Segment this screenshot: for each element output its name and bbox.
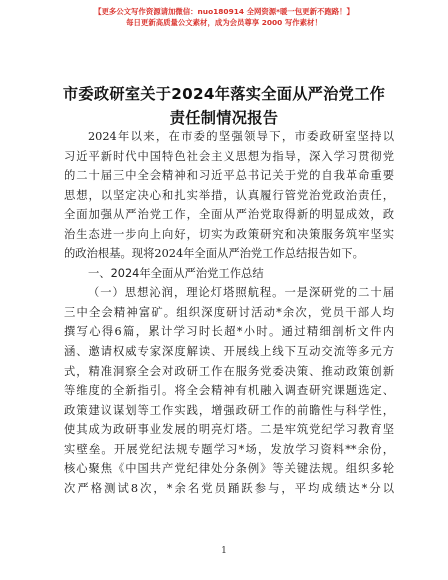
promo-banner-line-1: 【更多公文写作资源请加微信：nuo180914 全网资源*暖一包更新不跑路！】 <box>94 7 354 16</box>
paragraph-2-line: 使其成为政研事业发展的明亮灯塔。二是牢筑党纪学习教育坚 <box>64 423 394 437</box>
paragraph-1-line: 全面加强从严治党工作，全面从严治党取得新的明显成效，政 <box>64 208 394 222</box>
paragraph-2-line: 核心聚焦《中国共产党纪律处分条例》等关键法规。组织多轮 <box>64 462 394 476</box>
paragraph-1-line: 习近平新时代中国特色社会主义思想为指导，深入学习贯彻党 <box>64 149 394 163</box>
paragraph-2-line: 涵、邀请权威专家深度解读、开展线上线下互动交流等多元方 <box>64 345 394 359</box>
paragraph-2-line: 政策建议谋划等工作实践，增强政研工作的前瞻性与科学性， <box>64 403 394 417</box>
promo-banner-line-2: 每日更新高质量公文素材，成为会员尊享 2000 写作素材！ <box>126 18 322 27</box>
paragraph-1-line: 治生态进一步向上向好，切实为政策研究和决策服务筑牢坚实 <box>64 227 394 241</box>
document-title-line-2: 责任制情况报告 <box>169 109 279 127</box>
paragraph-1-line: 的二十届三中全会精神和习近平总书记关于党的自我革命重要 <box>64 169 394 183</box>
promo-banner <box>0 6 448 28</box>
paragraph-2-line: 三中全会精神富矿。组织深度研讨活动*余次，党员干部人均 <box>64 305 394 319</box>
paragraph-1-line: 的政治根基。现将2024年全面从严治党工作总结报告如下。 <box>64 247 364 261</box>
paragraph-2-line: 撰写心得6篇，累计学习时长超*小时。通过精细剖析文件内 <box>64 325 394 339</box>
paragraph-2-line: 次严格测试8次，*余名党员踊跃参与，平均成绩达*分以 <box>64 481 394 495</box>
paragraph-2-line: 实壁垒。开展党纪法规专题学习*场，发放学习资料**余份， <box>64 442 394 456</box>
document-title-line-1: 市委政研室关于2024年落实全面从严治党工作 <box>62 85 386 103</box>
page-number: 1 <box>221 546 227 556</box>
section-heading: 一、2024年全面从严治党工作总结 <box>88 266 264 280</box>
paragraph-1-line: 2024年以来，在市委的坚强领导下，市委政研室坚持以 <box>88 130 394 143</box>
paragraph-1-line: 思想，以坚定决心和扎实举措，认真履行管党治党政治责任， <box>64 188 394 202</box>
document-body <box>64 127 394 498</box>
paragraph-2-line: 等维度的全新指引。将全会精神有机融入调查研究课题选定、 <box>64 384 394 398</box>
paragraph-2-line: （一）思想沁润，理论灯塔照航程。一是深研党的二十届 <box>88 286 394 300</box>
paragraph-2-line: 式，精准洞察全会对政研工作在服务党委决策、推动政策创新 <box>64 364 394 378</box>
document-title <box>40 82 408 130</box>
